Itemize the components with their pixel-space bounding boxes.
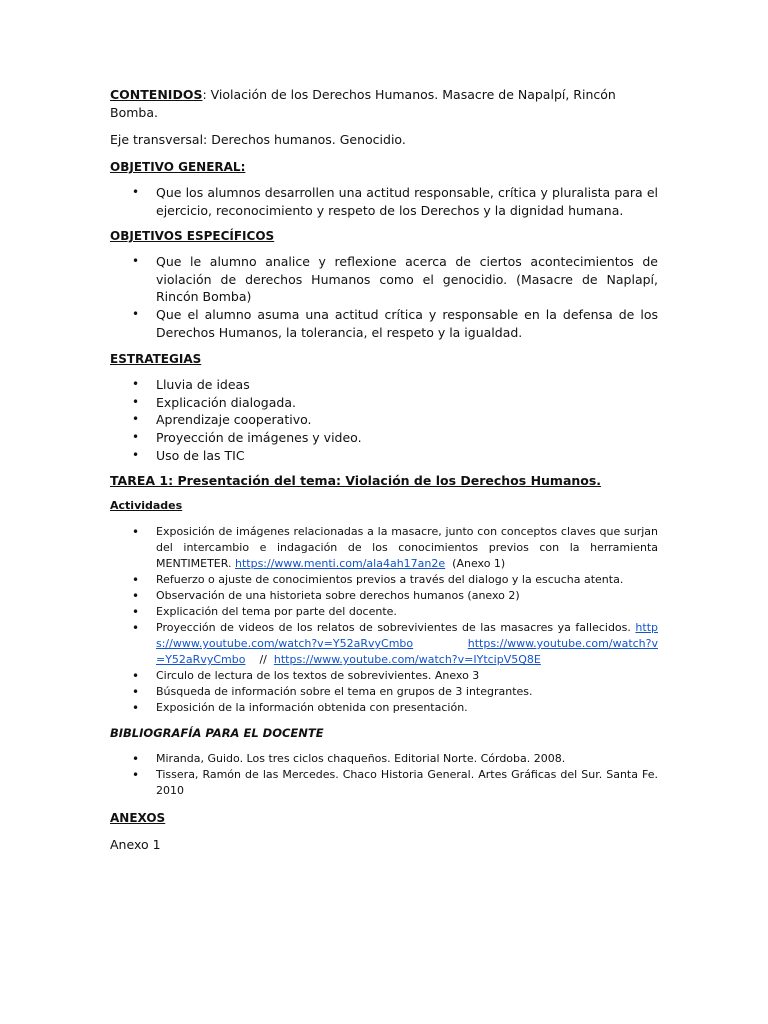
contenidos-label: CONTENIDOS [110, 87, 203, 102]
mentimeter-link[interactable]: https://www.menti.com/ala4ah17an2e [235, 557, 446, 571]
list-item: • Explicación dialogada. [132, 394, 296, 410]
contenidos-text: : Violación de los Derechos Humanos. Masacre de Napalpí, Rincón Bomba. [110, 87, 616, 120]
youtube-link-2[interactable]: https://www.youtube.com/watch?v=Y52aRvyCmbo [156, 637, 658, 667]
anexos-heading: ANEXOS [110, 811, 166, 826]
objetivo-general-heading: OBJETIVO GENERAL: [110, 160, 246, 174]
youtube-link-3[interactable]: https://www.youtube.com/watch?v=IYtcipV5Q8E [273, 653, 541, 667]
bullet-icon: • [132, 573, 140, 588]
objetivo-general-list [110, 184, 658, 219]
tarea-heading: TAREA 1: Presentación del tema: Violación de los Derechos Humanos. [110, 473, 602, 489]
bullet-icon: • [132, 185, 140, 199]
list-item: • Uso de las TIC [132, 447, 245, 463]
list-item: • Que el alumno asuma una actitud crítica y responsable en la defensa de los Derechos Humanos, la tolerancia, el respeto y la igualdad. [132, 306, 658, 340]
list-item: • Búsqueda de información sobre el tema en grupos de 3 integrantes. [132, 685, 533, 700]
eje-transversal: Eje transversal: Derechos humanos. Genocidio. [110, 132, 406, 147]
contenidos-line [110, 86, 658, 122]
bullet-icon: • [132, 685, 140, 700]
list-item: • Lluvia de ideas [132, 377, 250, 393]
bullet-icon: • [132, 377, 140, 392]
bullet-icon: • [132, 306, 140, 321]
bullet-icon: • [132, 605, 140, 620]
actividades-list [110, 524, 658, 716]
list-item: • Proyección de imágenes y video. [132, 429, 362, 445]
list-item: • Miranda, Guido. Los tres ciclos chaqueños. Editorial Norte. Córdoba. 2008. [132, 752, 566, 767]
list-item: • Que los alumnos desarrollen una actitud responsable, crítica y pluralista para el ejercicio, reconocimiento y respeto de los Derechos y la dignidad humana. [132, 185, 658, 218]
list-item: • Aprendizaje cooperativo. [132, 412, 312, 428]
bullet-icon: • [132, 589, 140, 604]
bullet-icon: • [132, 394, 140, 409]
list-item: • Tissera, Ramón de las Mercedes. Chaco Historia General. Artes Gráficas del Sur. Santa Fe. 2010 [132, 768, 658, 798]
list-item: • Explicación del tema por parte del docente. [132, 605, 397, 620]
objetivos-especificos-heading: OBJETIVOS ESPECÍFICOS [110, 229, 275, 244]
bullet-icon: • [132, 701, 140, 716]
bullet-icon: • [132, 752, 140, 767]
bibliografia-list [110, 751, 658, 799]
list-item: • Que le alumno analice y reflexione acerca de ciertos acontecimientos de violación de derechos Humanos como el genocidio. (Masacre de Naplapí, Rincón Bomba) [132, 254, 658, 305]
bullet-icon: • [132, 768, 140, 783]
list-item: • Exposición de la información obtenida con presentación. [132, 701, 468, 716]
bibliografia-heading: BIBLIOGRAFÍA PARA EL DOCENTE [110, 726, 324, 741]
list-item: • Proyección de videos de los relatos de sobrevivientes de las masacres ya fallecidos. https://www.youtube.com/watch?v=Y52aRvyCmbo https://www.youtube.com/watch?v=Y52aRvyCmbo // https://www.youtube.com/watch?v=IYtcipV5Q8E [132, 621, 658, 667]
bullet-icon: • [132, 621, 140, 636]
estrategias-list [110, 376, 658, 464]
objetivos-especificos-list [110, 253, 658, 341]
bullet-icon: • [132, 447, 140, 462]
list-item: • Exposición de imágenes relacionadas a la masacre, junto con conceptos claves que surjan del intercambio e indagación de los conocimientos previos con la herramienta MENTIMETER. https://www.menti.com/ala4ah17an2e (Anexo 1) [132, 525, 658, 571]
anexo-1-label: Anexo 1 [110, 837, 161, 853]
document-page [110, 86, 658, 854]
bullet-icon: • [132, 669, 140, 684]
bullet-icon: • [132, 429, 140, 444]
list-item: • Observación de una historieta sobre derechos humanos (anexo 2) [132, 589, 520, 604]
list-item: • Refuerzo o ajuste de conocimientos previos a través del dialogo y la escucha atenta. [132, 573, 624, 588]
list-item: • Circulo de lectura de los textos de sobrevivientes. Anexo 3 [132, 669, 480, 684]
estrategias-heading: ESTRATEGIAS [110, 352, 202, 367]
bullet-icon: • [132, 254, 140, 269]
bullet-icon: • [132, 412, 140, 427]
youtube-link-1[interactable]: https://www.youtube.com/watch?v=Y52aRvyCmbo [156, 621, 658, 651]
bullet-icon: • [132, 525, 140, 540]
actividades-heading: Actividades [110, 499, 183, 513]
